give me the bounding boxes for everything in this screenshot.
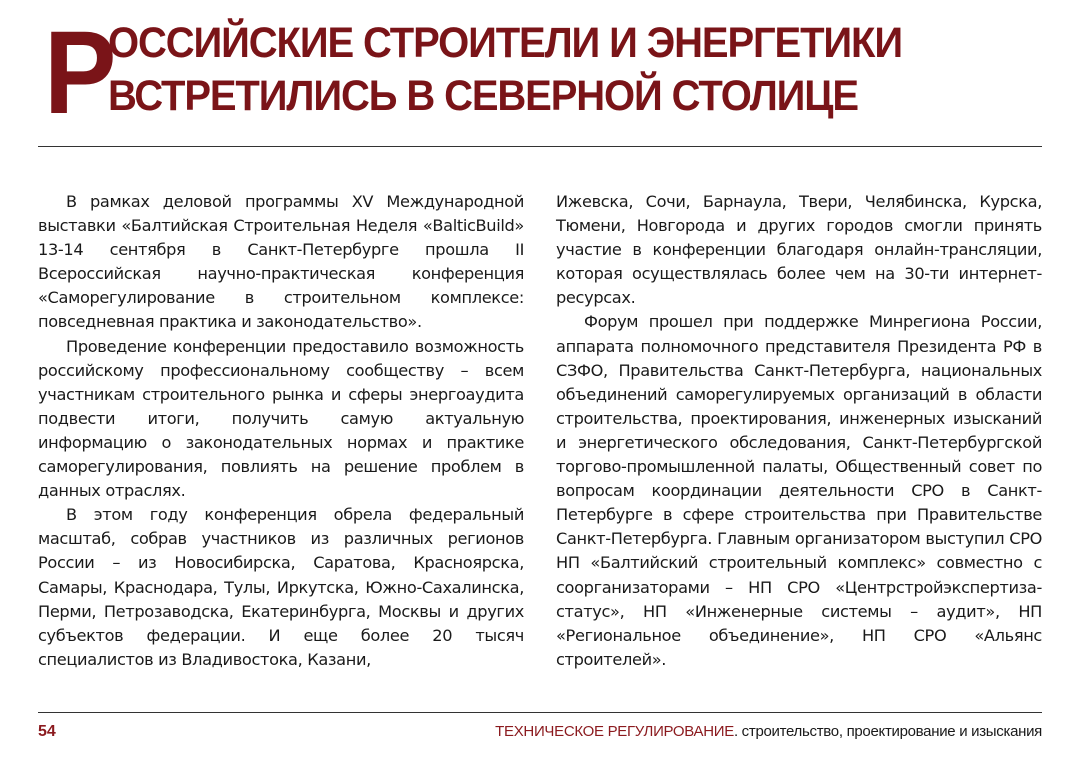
page-number: 54 (38, 723, 56, 740)
publication-title (495, 723, 1042, 740)
headline-line-2: ВСТРЕТИЛИСЬ В СЕВЕРНОЙ СТОЛИЦЕ (108, 72, 858, 120)
publication-title-rest: . строительство, проектирование и изыскания (733, 723, 1042, 740)
paragraph: В рамках деловой программы XV Международной выставки «Балтийская Строительная Неделя «BalticBuild» 13-14 сентября в Санкт-Петербурге прошла II Всероссийская научно-практическая конференция «Саморегулирование в строительном комплексе: повседневная практика и законодательство». (38, 192, 524, 332)
publication-title-accent: ТЕХНИЧЕСКОЕ РЕГУЛИРОВАНИЕ (495, 723, 734, 740)
paragraph: Форум прошел при поддержке Минрегиона России, аппарата полномочного представителя Президента РФ в СЗФО, Правительства Санкт-Петербурга, национальных объединений саморегулируемых организаций в области строительства, проектирования, инженерных изысканий и энергетического обследования, Санкт-Петербургской торгово-промышленной палаты, Общественный совет по вопросам координации деятельности СРО в Санкт-Петербурге в сфере строительства при Правительстве Санкт-Петербурга. Главным организатором выступил СРО НП «Балтийский строительный комплекс» совместно с соорганизаторами – НП СРО «Центрстройэкспертиза-статус», НП «Инженерные системы – аудит», НП «Региональное объединение», НП СРО «Альянс строителей». (556, 312, 1042, 669)
top-divider (38, 146, 1042, 147)
paragraph: В этом году конференция обрела федеральный масштаб, собрав участников из различных регионов России – из Новосибирска, Саратова, Красноярска, Самары, Краснодара, Тулы, Иркутска, Южно-Сахалинска, Перми, Петрозаводска, Екатеринбурга, Москвы и других субъектов федерации. И еще более 20 тысяч специалистов из Владивостока, Казани, (38, 505, 524, 669)
bottom-divider (38, 712, 1042, 713)
headline-line-1: ОССИЙСКИЕ СТРОИТЕЛИ И ЭНЕРГЕТИКИ (108, 19, 902, 67)
right-column (556, 190, 1042, 672)
paragraph: Проведение конференции предоставило возможность российскому профессиональному сообществу – всем участникам строительного рынка и сферы энергоаудита подвести итоги, получить самую актуальную информацию о законодательных нормах и практике саморегулирования, повлиять на решение проблем в данных отраслях. (38, 336, 524, 501)
paragraph-continuation: Ижевска, Сочи, Барнаула, Твери, Челябинска, Курска, Тюмени, Новгорода и других городов смогли принять участие в конференции благодаря онлайн-трансляции, которая осуществлялась более чем на 30-ти интернет-ресурсах. (556, 192, 1042, 308)
left-column (38, 190, 524, 672)
drop-cap: Р (44, 7, 117, 139)
headline (108, 17, 973, 123)
